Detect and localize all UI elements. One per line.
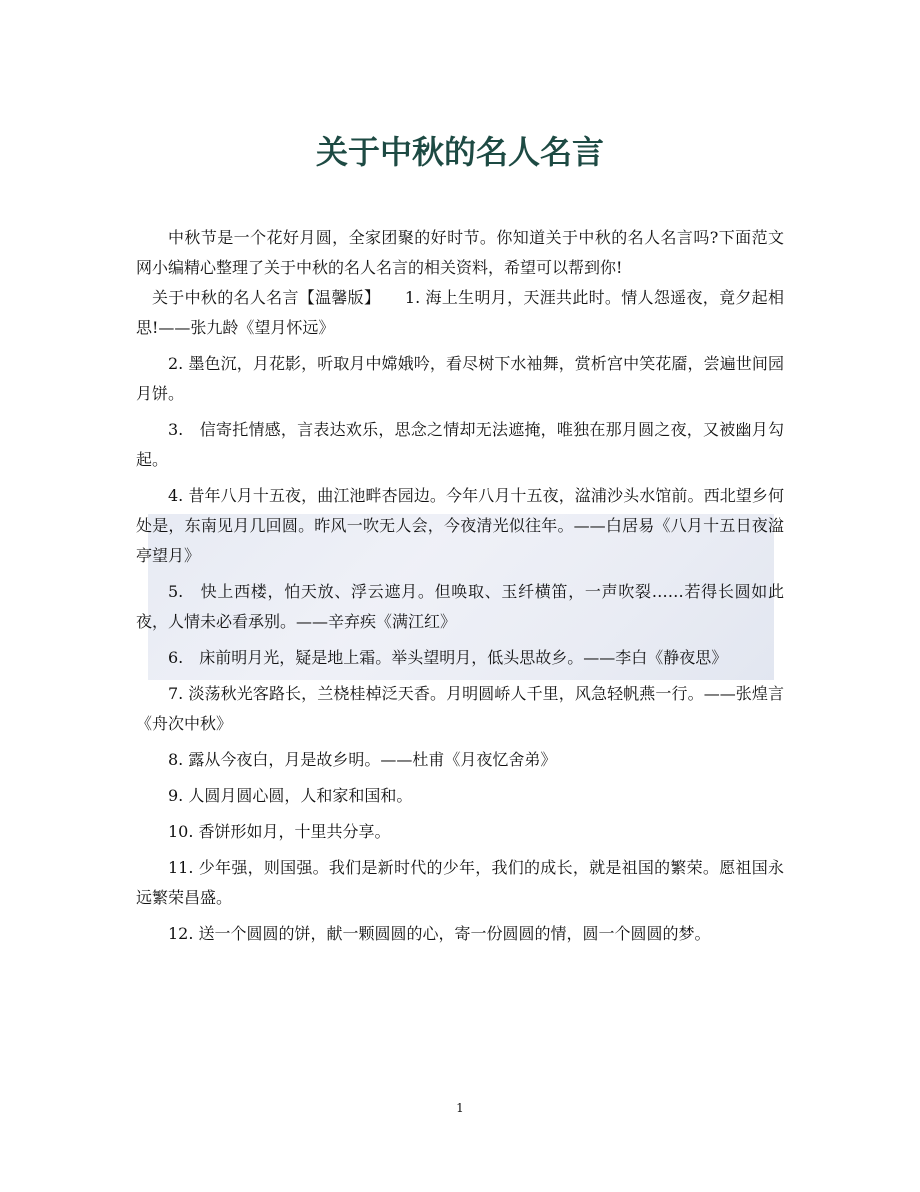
quote-paragraph-11: 11. 少年强，则国强。我们是新时代的少年，我们的成长，就是祖国的繁荣。愿祖国永远繁荣昌盛。	[136, 858, 784, 907]
intro-paragraph: 中秋节是一个花好月圆，全家团聚的好时节。你知道关于中秋的名人名言吗?下面范文网小编精心整理了关于中秋的名人名言的相关资料，希望可以帮到你!	[136, 228, 784, 277]
quote-paragraph-7: 7. 淡荡秋光客路长，兰桡桂棹泛天香。月明圆峤人千里，风急轻帆燕一行。——张煌言《舟次中秋》	[136, 684, 784, 733]
quote-paragraph-8: 8. 露从今夜白，月是故乡明。——杜甫《月夜忆舍弟》	[168, 750, 557, 769]
quote-paragraph-1: 关于中秋的名人名言【温馨版】 1. 海上生明月，天涯共此时。情人怨遥夜，竟夕起相思!——张九龄《望月怀远》	[136, 288, 784, 337]
quote-paragraph-5: 5. 快上西楼，怕天放、浮云遮月。但唤取、玉纤横笛，一声吹裂……若得长圆如此夜，人情未必看承别。——辛弃疾《满江红》	[136, 582, 784, 631]
quote-paragraph-6: 6. 床前明月光，疑是地上霜。举头望明月，低头思故乡。——李白《静夜思》	[168, 648, 728, 667]
page-title: 关于中秋的名人名言	[315, 133, 604, 171]
quote-paragraph-12: 12. 送一个圆圆的饼，献一颗圆圆的心，寄一份圆圆的情，圆一个圆圆的梦。	[168, 924, 711, 943]
quote-paragraph-2: 2. 墨色沉，月花影，听取月中嫦娥吟，看尽树下水袖舞，赏析宫中笑花靥，尝遍世间园月饼。	[136, 354, 784, 403]
document-body	[136, 223, 784, 949]
quote-paragraph-9: 9. 人圆月圆心圆，人和家和国和。	[168, 786, 413, 805]
quote-paragraph-10: 10. 香饼形如月，十里共分享。	[168, 822, 391, 841]
quote-paragraph-3: 3. 信寄托情感，言表达欢乐，思念之情却无法遮掩，唯独在那月圆之夜，又被幽月勾起。	[136, 420, 784, 469]
quote-paragraph-4: 4. 昔年八月十五夜，曲江池畔杏园边。今年八月十五夜，湓浦沙头水馆前。西北望乡何处是，东南见月几回圆。昨风一吹无人会，今夜清光似往年。——白居易《八月十五日夜湓亭望月》	[136, 486, 784, 565]
page-number: 1	[456, 1101, 464, 1115]
